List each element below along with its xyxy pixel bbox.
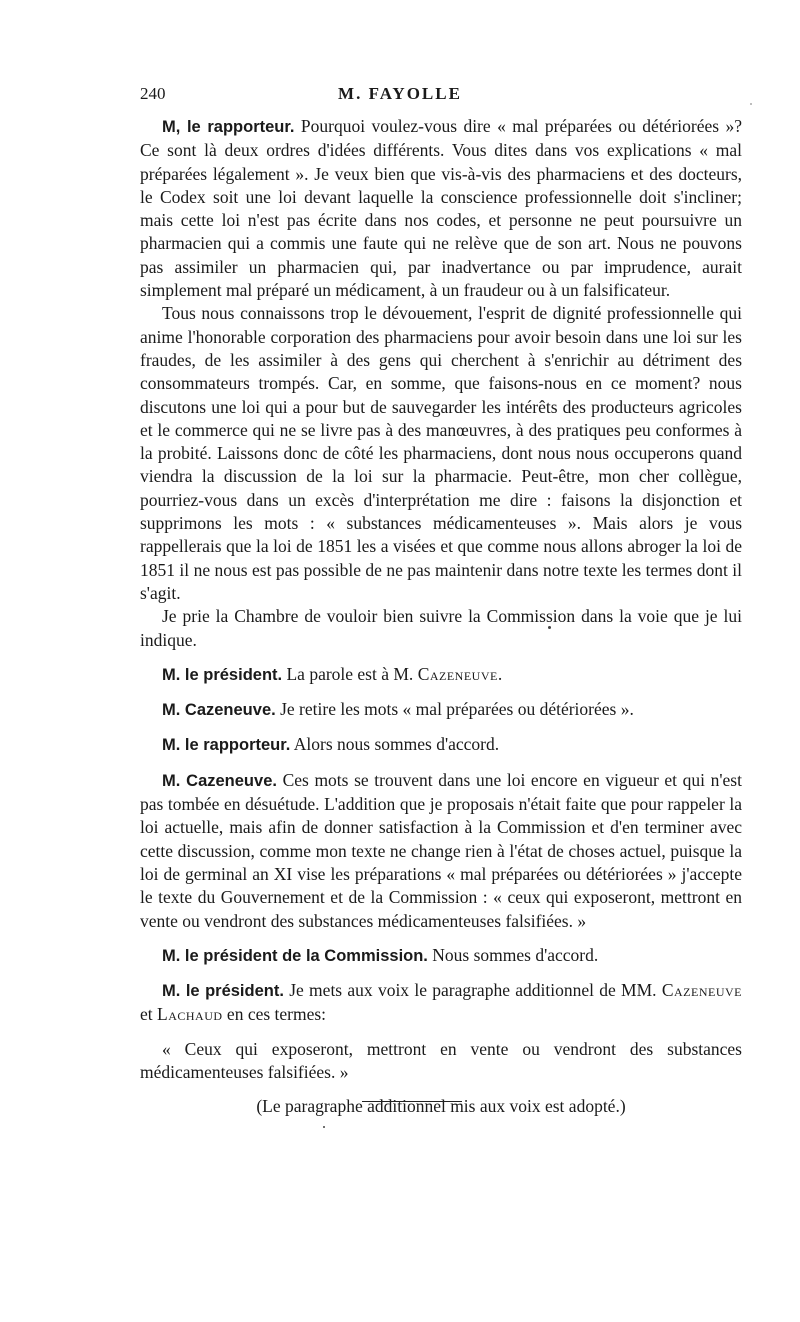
small-caps-name: Cazeneuve <box>661 980 743 1001</box>
speaker-label: M, le rapporteur. <box>162 118 295 136</box>
speaker-label: M. le rapporteur. <box>162 736 291 755</box>
paragraph-text: Pourquoi voulez-vous dire « mal préparées ou détériorées »? Ce sont là deux ordres d'idées différents. Vous dites dans vos explications « mal préparées légalement ». Je veux bien que vis-à-vis des pharmaciens et des docteurs, le Codex soit une loi devant laquelle la conscience professionnelle doit s'incliner; mais cette loi n'est pas écrite dans nos codes, et personne ne peut poursuivre un pharmacien qui a commis une faute qui ne relève que de son art. Nous ne pouvons pas assimiler un pharmacien qui, par inadvertance ou par imprudence, aurait simplement mal préparé un médicament, à un fraudeur ou à un falsificateur. <box>140 116 743 301</box>
paragraph-adoption-note <box>140 1095 742 1118</box>
end-rule <box>362 1101 462 1102</box>
small-caps-name: Lachaud <box>157 1004 223 1025</box>
speaker-label: M. Cazeneuve. <box>162 701 276 720</box>
running-title: M. FAYOLLE <box>338 84 462 103</box>
body-text <box>140 115 742 1119</box>
paragraph-rapporteur-1 <box>140 115 742 302</box>
paragraph-continuation-1 <box>140 302 742 605</box>
paragraph-continuation-2 <box>140 605 742 652</box>
paragraph-text: « Ceux qui exposeront, mettront en vente ou vendront des substances médicamenteuses falsifiées. » <box>140 1038 742 1082</box>
paragraph-text: et <box>140 1004 158 1025</box>
print-speck <box>548 626 551 629</box>
paragraph-president-1 <box>140 663 742 687</box>
paragraph-text: Alors nous sommes d'accord. <box>290 734 500 755</box>
paragraph-text: (Le paragraphe additionnel mis aux voix est adopté.) <box>256 1096 626 1117</box>
paragraph-text: Nous sommes d'accord. <box>427 944 599 965</box>
paragraph-cazeneuve-2 <box>140 769 742 933</box>
paragraph-text: La parole est à M. <box>282 663 418 684</box>
paragraph-text: en ces termes: <box>222 1004 327 1025</box>
paragraph-text: Tous nous connaissons trop le dévouement, l'esprit de dignité professionnelle qui anime l'honorable corporation des pharmaciens pour avoir besoin dans une loi sur les fraudes, de les assimiler à des gens qui cherchent à s'enrichir au détriment des consommateurs trompés. Car, en somme, que faisons-nous en ce moment? nous discutons une loi qui a pour but de sauvegarder les intérêts des producteurs agricoles et le commerce qui ne se livre pas à des manœuvres, à des pratiques peu conformes à la probité. Laissons donc de côté les pharmaciens, dont nous nous occuperons quand viendra la discussion de la loi sur la pharmacie. Peut-être, mon cher collègue, pourriez-vous dans un excès d'interprétation me dire : faisons la disjonction et supprimons les mots : « substances médicamenteuses ». Mais alors je vous rappellerais que la loi de 1851 les a visées et que comme nous allons abroger la loi de 1851 il ne nous est pas possible de ne pas maintenir dans notre texte les termes dont il s'agit. <box>140 303 742 603</box>
paragraph-rapporteur-2 <box>140 733 742 757</box>
print-speck <box>323 1126 325 1128</box>
paragraph-text: Je mets aux voix le paragraphe additionnel de MM. <box>283 980 662 1001</box>
page-number: 240 <box>140 84 166 103</box>
paragraph-cazeneuve-1 <box>140 698 742 722</box>
paragraph-text: Je retire les mots « mal préparées ou détériorées ». <box>275 699 634 720</box>
paragraph-president-commission <box>140 944 742 968</box>
speaker-label: M. le président de la Commission. <box>162 946 428 965</box>
speaker-label: M. Cazeneuve. <box>162 771 277 790</box>
speaker-label: M. le président. <box>162 665 283 684</box>
paragraph-president-2 <box>140 979 742 1027</box>
paragraph-text: Ces mots se trouvent dans une loi encore en vigueur et qui n'est pas tombée en désuétude. L'addition que je proposais n'était faite que pour rappeler la loi actuelle, mais afin de donner satisfaction à la Commission et d'en terminer avec cette discussion, comme mon texte ne change rien à l'état de choses actuel, puisque la loi de germinal an XI vise les préparations « mal préparées ou détériorées » j'accepte le texte du Gouvernement et de la Commission : « ceux qui exposeront, mettront en vente ou vendront des substances médicamenteuses falsifiées. » <box>140 769 742 931</box>
speaker-label: M. le président. <box>162 982 284 1001</box>
paragraph-quoted-text <box>140 1038 742 1085</box>
print-speck <box>750 103 752 105</box>
small-caps-name: Cazeneuve. <box>417 663 503 684</box>
paragraph-text: Je prie la Chambre de vouloir bien suivre la Commission dans la voie que je lui indique. <box>140 606 742 650</box>
page-header <box>140 84 660 108</box>
